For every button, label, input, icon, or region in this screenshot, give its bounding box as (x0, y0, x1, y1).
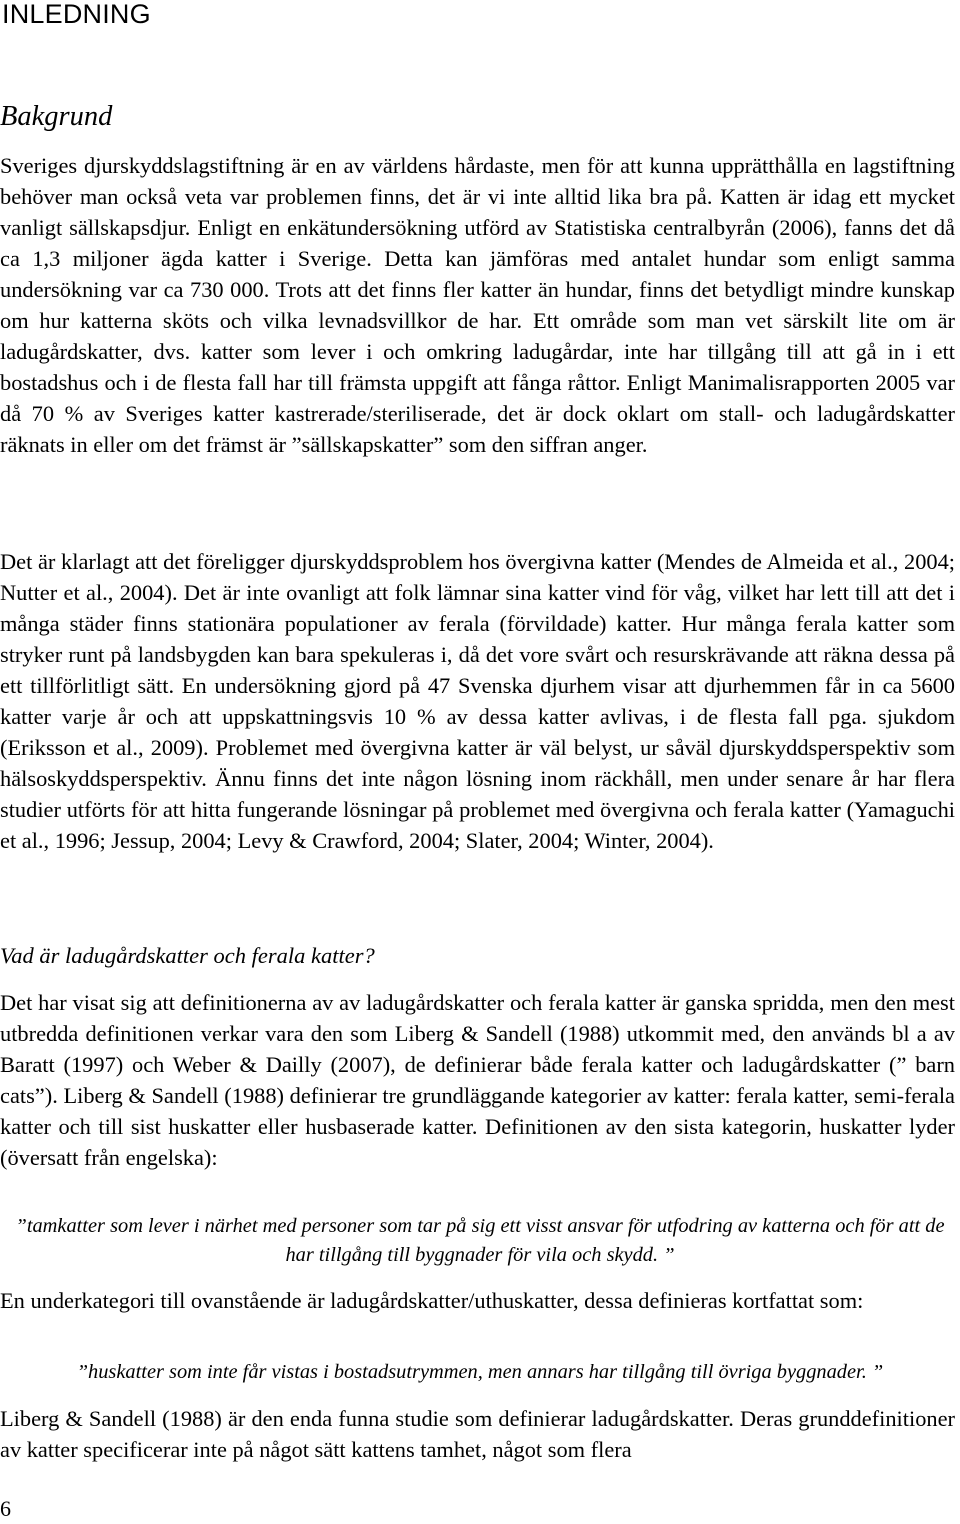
block-quote-huskatter-definition: ”tamkatter som lever i närhet med personer som tar på sig ett visst ansvar för utfodring av katterna och för att de har tillgång till byggnader för vila och skydd. ” (15, 1215, 945, 1266)
body-paragraph: Liberg & Sandell (1988) är den enda funna studie som definierar ladugårdskatter. Deras grunddefinitioner av katter specificerar inte på något sätt kattens tamhet, något som flera (0, 1406, 955, 1462)
body-paragraph: Det är klarlagt att det föreligger djurskyddsproblem hos övergivna katter (Mendes de Almeida et al., 2004; Nutter et al., 2004). Det är inte ovanligt att folk lämnar sina katter vind för våg, vilket har lett till att det i många städer finns stationära populationer av ferala (förvildade) katter. Hur många ferala katter som stryker runt på landsbygden kan bara spekuleras i, då det vore svårt och resurskrävande att räkna dessa på ett tillförlitligt sätt. En undersökning gjord på 47 Svenska djurhem visar att djurhemmen får in ca 5600 katter varje år och att uppskattningsvis 10 % av dessa katter avlivas, i de flesta fall pga. sjukdom (Eriksson et al., 2009). Problemet med övergivna katter är väl belyst, ur såväl djurskyddsperspektiv som hälsoskyddsperspektiv. Ännu finns det inte någon lösning inom räckhåll, men under senare år har flera studier utförts för att hitta fungerande lösningar på problemet med övergivna och ferala katter (Yamaguchi et al., 1996; Jessup, 2004; Levy & Crawford, 2004; Slater, 2004; Winter, 2004). (0, 549, 955, 853)
chapter-title: INLEDNING (2, 0, 151, 29)
section-heading-bakgrund: Bakgrund (0, 101, 113, 132)
body-paragraph: Sveriges djurskyddslagstiftning är en av världens hårdaste, men för att kunna upprätthålla en lagstiftning behöver man också veta var problemen finns, det är vi inte alltid lika bra på. Katten är idag ett mycket vanligt sällskapsdjur. Enligt en enkätundersökning utförd av Statistiska centralbyrån (2006), fanns det då ca 1,3 miljoner ägda katter i Sverige. Detta kan jämföras med antalet hundar som enligt samma undersökning var ca 730 000. Trots att det finns fler katter än hundar, finns det betydligt mindre kunskap om hur katterna sköts och vilka levnadsvillkor de har. Ett område som man vet särskilt lite om är ladugårdskatter, dvs. katter som lever i och omkring ladugårdar, inte har tillgång till att gå in i ett bostadshus och i de flesta fall har till främsta uppgift att fånga råttor. Enligt Manimalisrapporten 2005 var då 70 % av Sveriges katter kastrerade/steriliserade, det är dock oklart om stall- och ladugårdskatter räknats in eller om det främst är ”sällskapskatter” som den siffran anger. (0, 153, 955, 457)
block-quote-ladugardskatter-definition: ”huskatter som inte får vistas i bostadsutrymmen, men annars har tillgång till övriga byggnader. ” (76, 1361, 884, 1383)
body-paragraph: Det har visat sig att definitionerna av av ladugårdskatter och ferala katter är ganska spridda, men den mest utbredda definitionen verkar vara den som Liberg & Sandell (1988) utkommit med, den används bl a av Baratt (1997) och Weber & Dailly (2007), de definierar både ferala katter och ladugårdskatter (” barn cats”). Liberg & Sandell (1988) definierar tre grundläggande kategorier av katter: ferala katter, semi-ferala katter och till sist huskatter eller husbaserade katter. Definitionen av den sista kategorin, huskatter lyder (översatt från engelska): (0, 990, 955, 1170)
section-heading-definitions: Vad är ladugårdskatter och ferala katter? (0, 943, 375, 968)
page-number: 6 (0, 1496, 11, 1521)
body-paragraph: En underkategori till ovanstående är ladugårdskatter/uthuskatter, dessa definieras kortfattat som: (0, 1288, 864, 1313)
